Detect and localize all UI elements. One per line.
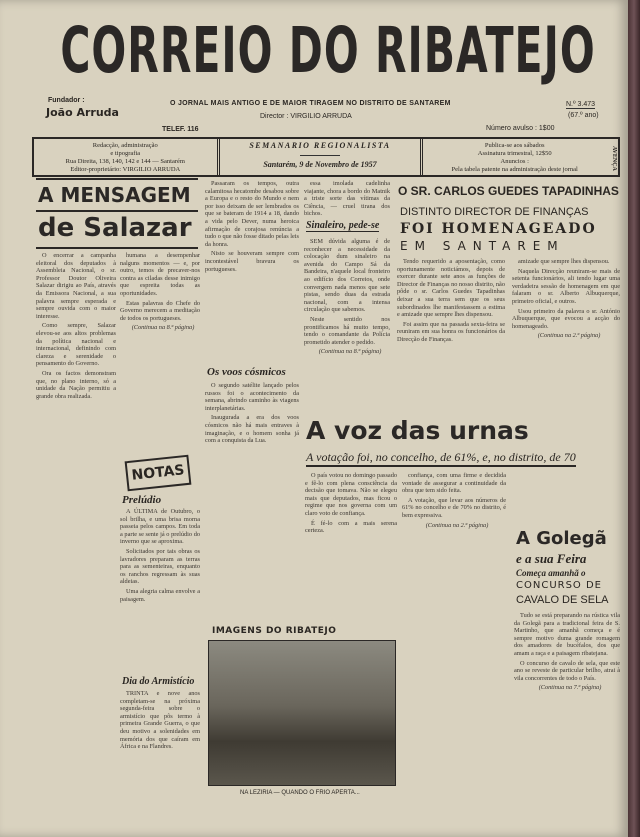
armisticio-continued bbox=[205, 180, 299, 275]
tapadinhas-headline-2: DISTINTO DIRECTOR DE FINANÇAS bbox=[400, 206, 589, 218]
paragraph: A votação, que levar aos números de 61% no concelho e de 70% no distrito, é bem expressiva. bbox=[402, 496, 506, 519]
sinaleiro-text bbox=[304, 238, 390, 358]
info-line: Editor-proprietário: VIRGILIO ARRUDA bbox=[70, 166, 181, 173]
image-title: IMAGENS DO RIBATEJO bbox=[212, 626, 337, 636]
notas-text bbox=[120, 508, 200, 605]
paragraph: Foi assim que na passada sexta-feira se reuniram em sua honra os funcionários da Direcção de Finanças. bbox=[397, 320, 505, 343]
info-box bbox=[32, 137, 620, 177]
paragraph: O país votou no domingo passado e fê-lo com plena consciência da decisão que tomava. Não se elegeu mais que deputados, mas ficou o regime que nos governa com um claro voto de confiança. bbox=[305, 472, 397, 517]
masthead-title: CORREIO DO RIBATEJO bbox=[60, 12, 596, 88]
paragraph: Solicitados por tais obras os lavradores preparam as terras para as sementeiras, enquanto os ranchos regressam às suas aldeias. bbox=[120, 547, 200, 586]
paragraph: O concurso de cavalo de sela, que este ano se reveste de particular brilho, atrai à vila concorrentes de todo o País. bbox=[514, 659, 620, 682]
tapadinhas-headline-4: EM SANTAREM bbox=[400, 239, 565, 253]
paragraph: Naquela Direcção reuniram-se mais de setenta funcionários, ali tendo lugar uma verdadeira sessão de homenagem em que falaram o sr. Alberto Albuquerque, primeiro oficial, e outros. bbox=[512, 267, 620, 305]
tapadinhas-headline-1: O SR. CARLOS GUEDES TAPADINHAS bbox=[398, 184, 619, 198]
weekly-label: SEMANARIO REGIONALISTA bbox=[249, 141, 391, 150]
paragraph: Como sempre, Salazar elevou-se aos altos problemas da política nacional e internacional, definindo com clareza e serenidade o pensamento do Governo. bbox=[36, 322, 116, 368]
info-line: e tipografia bbox=[110, 150, 141, 157]
paragraph: Uma alegria calma envolve a paisagem. bbox=[120, 587, 200, 603]
info-left bbox=[34, 139, 217, 175]
urnas-headline: A voz das urnas bbox=[306, 416, 529, 445]
notas-title: Prelúdio bbox=[122, 494, 162, 506]
info-line: Rua Direita, 138, 140, 142 e 144 — Santarém bbox=[65, 158, 185, 165]
continuation: (Continua na 2.ª página) bbox=[537, 332, 601, 340]
paragraph: SEM dúvida alguma é de reconhecer a necessidade da colocação dum sinaleiro na avenida do Campo Sá da Bandeira, n'aquele local fronteiro ao edifício dos Correios, onde convergem nada menos que sete pistas, sendo duas da estrada nacional, com a intensa circulação que sabemos. bbox=[304, 238, 390, 314]
info-line: Pela tabela patente na administração deste jornal bbox=[451, 166, 578, 173]
continuation: (Continua na 7.ª página) bbox=[538, 684, 602, 692]
price: Número avulso : 1$00 bbox=[486, 125, 555, 132]
info-center bbox=[217, 139, 424, 175]
founder-label: Fundador : bbox=[48, 97, 85, 104]
director: Director : VIRGILIO ARRUDA bbox=[260, 113, 352, 120]
paragraph: O encerrar a campanha eleitoral dos deputados à Assembleia Nacional, o sr. Professor Doutor Oliveira Salazar dirigiu ao País, através da Emissora Nacional, a sua palavra sempre esperada e sempre ouvida com o maior interesse. bbox=[36, 252, 116, 320]
founder-name: João Arruda bbox=[46, 106, 119, 119]
salazar-headline-1: A MENSAGEM bbox=[38, 183, 191, 207]
issue-date: Santarém, 9 de Novembro de 1957 bbox=[263, 160, 377, 169]
paragraph: Tudo se está preparando na rústica vila da Golegã para a tradicional feira de S. Martinho, que amanhã começa e é sempre motivo duma grande romagem dos amadores de bucéfalos, dos que amam a raça e a paisagem ribatejana. bbox=[514, 612, 620, 657]
golega-text bbox=[514, 612, 620, 694]
salazar-col-1 bbox=[36, 252, 116, 402]
paragraph: O segundo satélite lançado pelos russos foi o acontecimento da semana, abrindo caminho às viagens interplanetárias. bbox=[205, 382, 299, 412]
info-line: Publica-se aos sábados bbox=[484, 142, 545, 149]
year: (67.º ano) bbox=[568, 112, 599, 119]
paragraph: Usou primeiro da palavra o sr. António Albuquerque, que evocou a acção do homenageado. bbox=[512, 307, 620, 330]
paragraph: Estas palavras do Chefe do Governo merecem a meditação de todos os portugueses. bbox=[120, 299, 200, 322]
golega-headline-3: Começa amanhã o bbox=[516, 568, 586, 578]
salazar-col-2 bbox=[120, 252, 200, 334]
paragraph: Inaugurada a era dos voos cósmicos não há mais entraves à imaginação, e o homem sonha já com a conquista da Lua. bbox=[205, 414, 299, 445]
book-binding bbox=[628, 0, 640, 837]
paragraph: Neste sentido nos prontificamos há muito tempo, tendo o comandante da Polícia prometido atender o pedido. bbox=[304, 315, 390, 346]
golega-headline-2: e a sua Feira bbox=[516, 551, 587, 566]
paragraph: confiança, com uma firme e decidida vontade de assegurar a continuidade da obra que tem sido feita. bbox=[402, 472, 506, 495]
urnas-col-2 bbox=[402, 472, 506, 531]
tagline: O JORNAL MAIS ANTIGO E DE MAIOR TIRAGEM NO DISTRITO DE SANTAREM bbox=[170, 100, 451, 107]
photo-leziria bbox=[208, 640, 396, 786]
paragraph: Ora os factos demonstram que, no plano interno, só a unidade da Nação permitiu a grande obra realizada. bbox=[36, 369, 116, 400]
phone: TELEF. 116 bbox=[162, 126, 199, 133]
info-line: Assinatura trimestral, 12$50 bbox=[477, 150, 552, 157]
paragraph: essa imolada cadelinha viajante, chora a bordo do Matnik a triste sorte das vítimas da Ciência, — cruel tirana dos bichos. bbox=[304, 180, 390, 218]
mid-col-2 bbox=[304, 180, 390, 220]
continuation: (Continua na 8.ª página) bbox=[318, 348, 382, 356]
image-caption: NA LEZIRIA — QUANDO O FRIO APERTA... bbox=[240, 790, 360, 796]
golega-headline-4: CONCURSO DE bbox=[516, 580, 602, 591]
armisticio-text bbox=[120, 690, 200, 753]
paragraph: Nisto se houveram sempre com incontestável bravura os portugueses. bbox=[205, 250, 299, 273]
avenca-label: AVENÇA bbox=[611, 146, 617, 171]
paragraph: TRINTA e nove anos completam-se na próxima segunda-feira sobre o armistício que pôs termo à primeira Grande Guerra, o que deu motivo a solenidades em memória dos que caíram em África e na Flandres. bbox=[120, 690, 200, 751]
issue-number: N.º 3.473 bbox=[566, 101, 596, 108]
paragraph: Passaram os tempos, outra calamitosa hecatombe desabou sobre a Europa e o resto do Mundo e nem por isso deixam de ser lembrados os que se bateram de 1914 a 18, dando a vida pelo Dever, numa heroica afirmação de corajosa renúncia a tudo o que não fosse ditado pelas leis da honra. bbox=[205, 180, 299, 248]
sinaleiro-title: Sinaleiro, pede-se bbox=[306, 220, 380, 231]
continuation: (Continua na 8.ª página) bbox=[131, 324, 195, 332]
info-line: Redacção, administração bbox=[92, 142, 158, 149]
info-line: Anuncios : bbox=[500, 158, 529, 165]
voos-title: Os voos cósmicos bbox=[207, 366, 286, 378]
urnas-subheadline: A votação foi, no concelho, de 61%, e, no distrito, de 70 bbox=[306, 450, 576, 467]
urnas-col-1 bbox=[305, 472, 397, 537]
voos-text bbox=[205, 382, 299, 447]
golega-headline-1: A Golegã bbox=[516, 528, 607, 549]
armisticio-title: Dia do Armistício bbox=[122, 676, 195, 687]
tapadinhas-col-1 bbox=[397, 258, 505, 346]
paragraph: humana a desempenhar nalguns momentos — e, por outro, temos de precaver-nos contra as ciladas desse inimigo que espreita todas as oportunidades. bbox=[120, 252, 200, 297]
salazar-headline-2: de Salazar bbox=[38, 213, 192, 243]
continuation: (Continua na 2.ª página) bbox=[425, 521, 489, 529]
tapadinhas-headline-3: FOI HOMENAGEADO bbox=[400, 221, 597, 237]
info-right bbox=[423, 139, 606, 175]
paragraph: Tendo requerido a aposentação, como oportunamente noticiámos, depois de exercer durante sete anos as funções de Director de Finanças no nosso distrito, não pôde o sr. Carlos Guedes Tapadinhas deixar a sua terra sem que os seus subordinados lhe manifestassem a estima e amizade que sempre lhes dispensou. bbox=[397, 258, 505, 319]
tapadinhas-col-2 bbox=[512, 258, 620, 342]
paragraph: É fé-lo com a mais serena certeza. bbox=[305, 519, 397, 535]
notas-logo: NOTAS bbox=[125, 455, 192, 492]
golega-headline-5: CAVALO DE SELA bbox=[516, 594, 609, 606]
paragraph: amizade que sempre lhes dispensou. bbox=[518, 258, 610, 265]
paragraph: A ÚLTIMA de Outubro, o sol brilha, e uma brisa morna passeia pelos campos. Em toda a parte se sente já o prelúdio do inverno que se aproxima. bbox=[120, 508, 200, 546]
